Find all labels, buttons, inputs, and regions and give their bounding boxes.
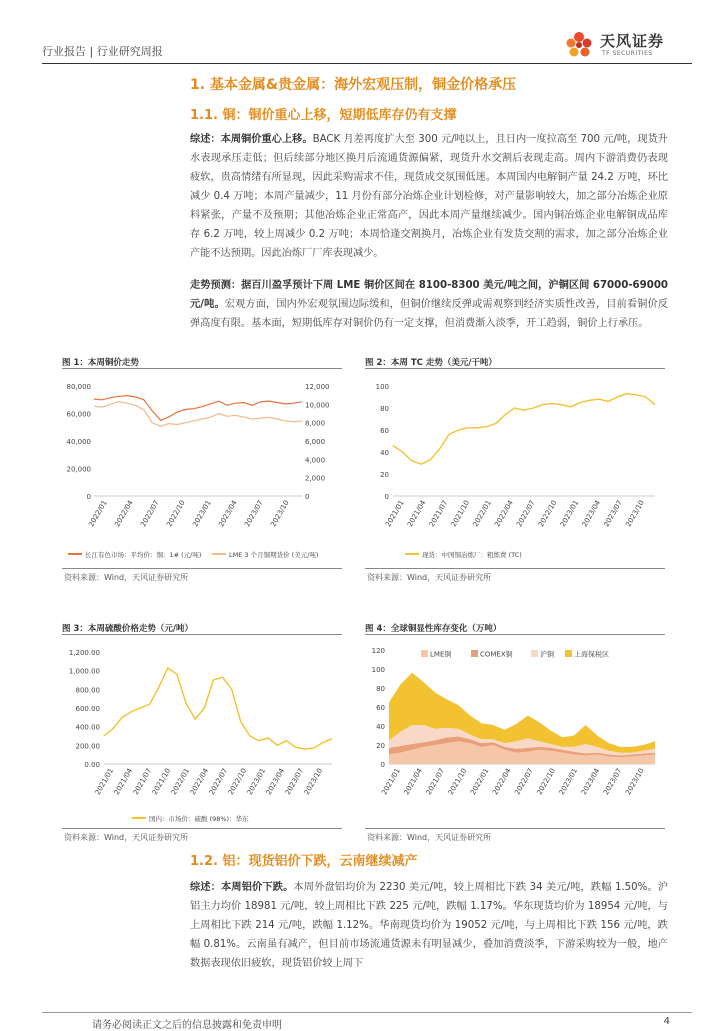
chart3-x-tick-11: 2023/10 [302, 767, 325, 797]
chart4-y-tick-5: 100 [371, 666, 385, 674]
chart3-y-tick-2: 400.00 [75, 723, 100, 732]
chart1-x-tick-6: 2023/07 [243, 499, 265, 529]
chart1-left-tick-3: 60,000 [66, 410, 91, 419]
chart4-x-tick-10: 2023/07 [602, 767, 624, 797]
chart4-x-tick-7: 2022/10 [535, 767, 557, 797]
chart-1 [62, 370, 342, 568]
chart4-legend-2-label: 沪铜 [540, 650, 554, 659]
chart2-legend-0-label: 现货：中国铜冶炼厂：粗炼费 (TC) [422, 551, 522, 559]
figure-3-top-rule [62, 634, 342, 635]
chart3-x-tick-3: 2021/10 [150, 767, 173, 797]
chart-4 [365, 636, 665, 828]
chart1-x-tick-3: 2022/10 [165, 499, 187, 529]
logo-name: 天风证券 [600, 32, 665, 50]
chart1-x-tick-2: 2022/07 [139, 499, 161, 529]
chart1-left-tick-4: 80,000 [66, 383, 91, 391]
chart3-y-tick-3: 600.00 [75, 705, 100, 713]
chart4-x-tick-3: 2021/10 [446, 767, 469, 797]
chart4-x-tick-0: 2021/01 [380, 767, 402, 797]
chart1-left-tick-1: 20,000 [66, 465, 91, 474]
chart4-legend-0-label: LME铜 [430, 650, 452, 659]
chart3-x-tick-4: 2022/01 [169, 767, 192, 797]
company-logo [562, 28, 692, 62]
chart1-right-tick-3: 6,000 [305, 438, 326, 446]
chart3-y-tick-5: 1,000.00 [68, 667, 100, 676]
aluminum-summary-label: 综述：本周铝价下跌。 [190, 882, 294, 893]
figure-2-title: 图 2：本周 TC 走势（美元/干吨） [365, 358, 497, 368]
chart2-y-tick-3: 60 [380, 427, 389, 435]
figure-3 [62, 622, 342, 846]
figure-2-source: 资料来源：Wind，天风证券研究所 [367, 573, 492, 582]
chart2-y-tick-0: 0 [384, 493, 389, 501]
chart1-x-tick-0: 2022/01 [87, 499, 109, 529]
chart1-x-tick-7: 2023/10 [269, 499, 291, 529]
page-number: 4 [663, 1016, 670, 1027]
chart3-x-tick-8: 2023/01 [245, 767, 268, 797]
chart1-left-tick-0: 0 [86, 493, 91, 501]
chart4-x-tick-1: 2021/04 [402, 767, 424, 797]
chart3-x-tick-10: 2023/07 [283, 767, 306, 797]
header-divider [42, 63, 692, 64]
chart3-x-tick-6: 2022/07 [207, 767, 230, 797]
chart4-y-tick-1: 20 [376, 742, 385, 750]
figure-4-bottom-rule [365, 828, 665, 829]
chart3-x-tick-2: 2021/07 [131, 767, 154, 797]
chart1-right-tick-6: 12,000 [305, 383, 330, 391]
figure-2-bottom-rule [365, 568, 665, 569]
chart2-x-tick-6: 2022/07 [515, 499, 537, 529]
figure-4-title: 图 4：全球铜显性库存变化（万吨） [365, 624, 502, 634]
chart4-legend-3-swatch [565, 650, 572, 657]
aluminum-summary-text: 本周外盘铝均价为 2230 美元/吨，较上周相比下跌 34 美元/吨，跌幅 1.50%。沪铝主力均价 18981 元/吨，较上周相比下跌 225 元/吨，跌幅 1.17%。华东现货均价为 18954 元/吨，与上周相比下跌 214 元/吨，跌幅 1.12%。华南现货均价为 19052 元/吨，与上周相比下跌 156 元/吨，跌幅 0.81%。云南虽有减产，但目前市场流通货源未有明显减少，叠加消费淡季，下游采购较为一般，地产数据表现依旧疲软，现货铝价较上周下 [190, 882, 669, 969]
chart-2 [365, 370, 665, 568]
figure-4-top-rule [365, 634, 665, 635]
chart1-right-tick-5: 10,000 [305, 401, 330, 410]
chart4-y-tick-2: 40 [376, 723, 385, 731]
chart4-legend-1-label: COMEX铜 [480, 650, 513, 659]
chart2-x-tick-9: 2023/04 [580, 499, 603, 529]
chart3-x-tick-5: 2022/04 [188, 767, 211, 797]
chart4-x-tick-11: 2023/10 [624, 767, 646, 797]
chart2-x-tick-2: 2021/07 [427, 499, 450, 529]
figure-1 [62, 356, 342, 586]
figure-3-title: 图 3：本周硫酸价格走势（元/吨） [62, 624, 193, 634]
chart2-x-tick-8: 2023/01 [558, 499, 581, 529]
chart2-x-tick-7: 2022/10 [537, 499, 559, 529]
chart4-y-tick-6: 120 [371, 647, 385, 655]
chart2-y-tick-5: 100 [375, 383, 389, 391]
chart-3 [62, 636, 342, 828]
chart2-y-tick-2: 40 [380, 449, 389, 457]
chart3-y-tick-1: 200.00 [75, 742, 100, 751]
chart3-x-tick-9: 2023/04 [264, 767, 287, 797]
chart1-x-tick-1: 2022/04 [113, 499, 135, 529]
chart3-x-tick-1: 2021/04 [112, 767, 135, 797]
chart3-series-acid [104, 668, 332, 749]
chart1-right-tick-2: 4,000 [305, 456, 326, 465]
chart4-y-tick-4: 80 [376, 685, 385, 693]
chart1-right-tick-4: 8,000 [305, 419, 326, 428]
figure-4-source: 资料来源：Wind，天风证券研究所 [367, 833, 492, 842]
chart1-right-tick-1: 2,000 [305, 474, 326, 483]
chart2-x-tick-1: 2021/04 [406, 499, 428, 529]
chart4-x-tick-4: 2022/01 [469, 767, 491, 797]
chart2-series-tc [393, 394, 655, 464]
logo-english: TF SECURITIES [602, 50, 653, 57]
chart4-x-tick-5: 2022/04 [491, 767, 513, 797]
footer-divider [42, 1012, 692, 1013]
chart4-y-tick-0: 0 [380, 761, 385, 769]
figure-3-bottom-rule [62, 828, 342, 829]
chart1-x-tick-4: 2023/01 [191, 499, 213, 529]
figure-3-source: 资料来源：Wind，天风证券研究所 [64, 833, 189, 842]
copper-forecast-text: 宏观方面，国内外宏观氛围边际缓和，但铜价继续反弹或需观察到经济实质性改善，目前看铜价反弹高度有限。基本面，短期低库存对铜价仍有一定支撑，但消费渐入淡季，开工趋弱，铜价上行承压。 [190, 299, 668, 329]
chart1-right-tick-0: 0 [305, 493, 310, 501]
copper-forecast-paragraph [190, 276, 668, 333]
logo-flower-icon [562, 30, 596, 62]
chart3-legend-0-label: 国内：市场价：硫酸 (98%)：华东 [149, 815, 249, 823]
chart2-y-tick-1: 20 [380, 471, 389, 479]
chart1-series-changjiang [94, 396, 302, 421]
aluminum-summary-paragraph [190, 878, 668, 973]
section-title-1-2: 1.2. 铝：现货铝价下跌，云南继续减产 [190, 854, 418, 869]
chart4-legend-3-label: 上海保税区 [574, 650, 609, 659]
copper-summary-paragraph [190, 130, 668, 263]
chart3-y-tick-6: 1,200.00 [68, 649, 100, 657]
footer-disclaimer: 请务必阅读正文之后的信息披露和免责申明 [92, 1020, 282, 1031]
chart4-x-tick-9: 2023/04 [579, 767, 602, 797]
chart3-y-tick-4: 800.00 [75, 686, 100, 695]
figure-4 [365, 622, 665, 846]
figure-1-source: 资料来源：Wind，天风证券研究所 [64, 573, 189, 582]
chart3-x-tick-0: 2021/01 [93, 767, 116, 797]
chart4-y-tick-3: 60 [376, 704, 385, 712]
copper-summary-text: BACK 月差再度扩大至 300 元/吨以上，且日内一度拉高至 700 元/吨，现货升水表现承压走低；但后续部分地区换月后流通货源偏紧，现货升水交割后表现走高。周内下游消费仍表现疲软，贵高情绪有所显现，因此采购需求不佳，现货成交氛围低迷。本周国内电解铜产量 24.2 万吨，环比减少 0.4 万吨；本周产量减少，11 月份有部分冶炼企业计划检修，对产量影响较大，加之部分冶炼企业原料紧张，产量不及预期；其他冶炼企业正常高产，因此本周产量继续减少。国内铜冶炼企业电解铜成品库存 6.2 万吨，较上周减少 0.2 万吨；本周恰逢交割换月，冶炼企业有发货交割的需求，加之部分冶炼企业产能不达预期。因此冶炼厂厂库表现减少。 [190, 134, 668, 259]
figure-1-top-rule [62, 368, 342, 369]
copper-forecast-label: 走势预测：据百川盈孚预计下周 LME 铜价区间在 8100-8300 美元/吨之间，沪铜区间 67000-69000 元/吨。 [190, 280, 668, 310]
chart1-series-lme [94, 402, 302, 427]
chart3-x-tick-7: 2022/10 [226, 767, 249, 797]
chart2-x-tick-0: 2021/01 [384, 499, 406, 529]
chart1-legend-0-label: 长江有色市场：平均价：铜：1# (元/吨) [85, 551, 202, 559]
copper-summary-label: 综述：本周铜价重心上移。 [190, 134, 313, 145]
page-header [42, 28, 692, 68]
chart1-x-tick-5: 2023/04 [217, 499, 239, 529]
chart4-legend-2-swatch [531, 650, 538, 657]
chart2-x-tick-4: 2022/01 [471, 499, 493, 529]
section-title-1-1: 1.1. 铜：铜价重心上移，短期低库存仍有支撑 [190, 108, 457, 123]
chart2-x-tick-5: 2022/04 [493, 499, 515, 529]
chart4-legend-0-swatch [421, 650, 428, 657]
section-title-1: 1. 基本金属&贵金属：海外宏观压制，铜金价格承压 [190, 77, 517, 93]
figure-2-top-rule [365, 368, 665, 369]
chart4-x-tick-6: 2022/07 [513, 767, 535, 797]
chart1-left-tick-2: 40,000 [66, 438, 91, 446]
chart4-x-tick-2: 2021/07 [424, 767, 447, 797]
figure-1-title: 图 1：本周铜价走势 [62, 358, 139, 368]
figure-2 [365, 356, 665, 586]
report-type: 行业报告 | 行业研究周报 [42, 45, 163, 58]
chart1-legend-1-label: LME 3 个月铜期货价 (美元/吨) [229, 551, 319, 559]
chart2-y-tick-4: 80 [380, 405, 389, 413]
chart2-x-tick-11: 2023/10 [624, 499, 646, 529]
chart2-x-tick-10: 2023/07 [602, 499, 624, 529]
chart4-x-tick-8: 2023/01 [557, 767, 580, 797]
chart4-legend-1-swatch [471, 650, 478, 657]
chart3-y-tick-0: 0.00 [84, 761, 100, 769]
figure-1-bottom-rule [62, 568, 342, 569]
chart2-x-tick-3: 2021/10 [449, 499, 472, 529]
